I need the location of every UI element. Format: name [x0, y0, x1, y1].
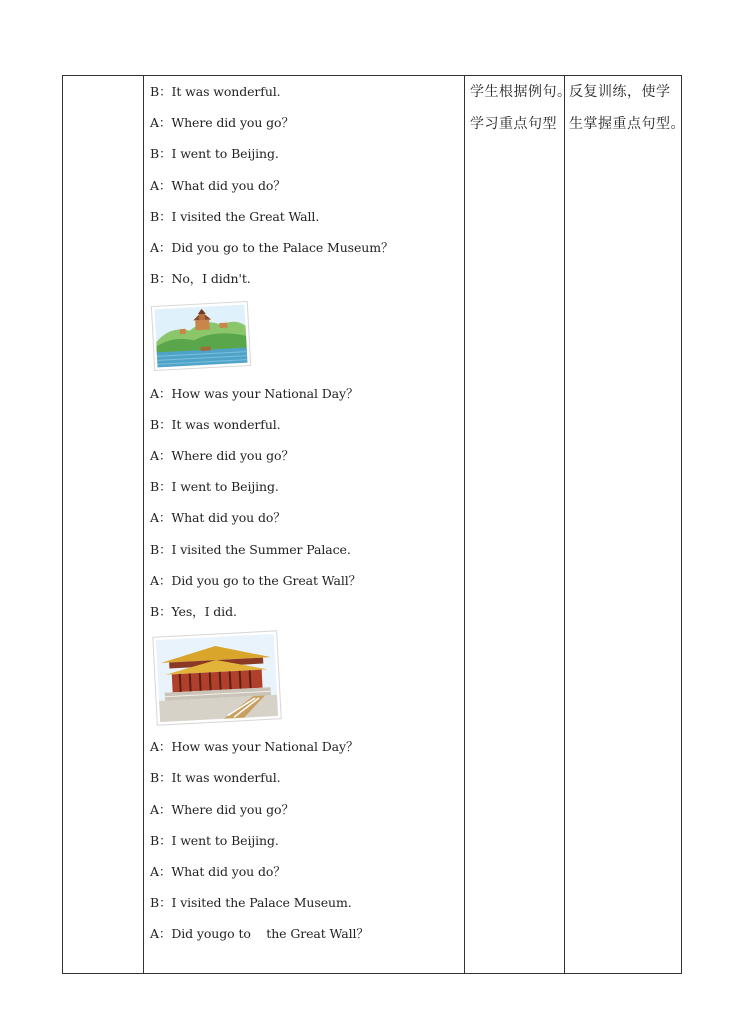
- dialogue-line: B：I went to Beijing.: [150, 146, 279, 161]
- dialogue-line: B：I visited the Summer Palace.: [150, 542, 351, 557]
- dialogue-line: A：How was your National Day？: [150, 739, 359, 754]
- dialogue-line: B：I visited the Great Wall.: [150, 209, 320, 224]
- dialogue-line: A：Where did you go？: [150, 115, 294, 130]
- dialogue-line: B：It was wonderful.: [150, 84, 281, 99]
- dialogue-line: A：What did you do？: [150, 178, 286, 193]
- dialogue-line: A：Did you go to the Great Wall？: [150, 573, 362, 588]
- dialogue-line: B：I went to Beijing.: [150, 833, 279, 848]
- column-divider: [143, 76, 144, 973]
- dialogue-line: B：Yes，I did.: [150, 604, 237, 619]
- dialogue-line: A：Where did you go？: [150, 448, 294, 463]
- dialogue-line: A：What did you do？: [150, 510, 286, 525]
- dialogue-line: B：It was wonderful.: [150, 417, 281, 432]
- student-activity-text: 学生根据例句。: [470, 84, 572, 100]
- dialogue-line: A：Did yougo to the Great Wall？: [150, 926, 369, 941]
- dialogue-line: B：I went to Beijing.: [150, 479, 279, 494]
- design-intent-text: 反复训练，使学: [569, 84, 671, 100]
- column-divider: [564, 76, 565, 973]
- dialogue-line: A：What did you do？: [150, 864, 286, 879]
- dialogue-line: A：Where did you go？: [150, 802, 294, 817]
- dialogue-line: B：I visited the Palace Museum.: [150, 895, 352, 910]
- summer-palace-illustration: [150, 300, 252, 372]
- column-divider: [464, 76, 465, 973]
- dialogue-line: B：It was wonderful.: [150, 770, 281, 785]
- dialogue-line: A：Did you go to the Palace Museum？: [150, 240, 394, 255]
- dialogue-line: A：How was your National Day？: [150, 386, 359, 401]
- design-intent-text: 生掌握重点句型。: [569, 116, 685, 132]
- student-activity-text: 学习重点句型: [470, 116, 557, 132]
- dialogue-line: B：No，I didn't.: [150, 271, 251, 286]
- palace-museum-illustration: [152, 630, 282, 726]
